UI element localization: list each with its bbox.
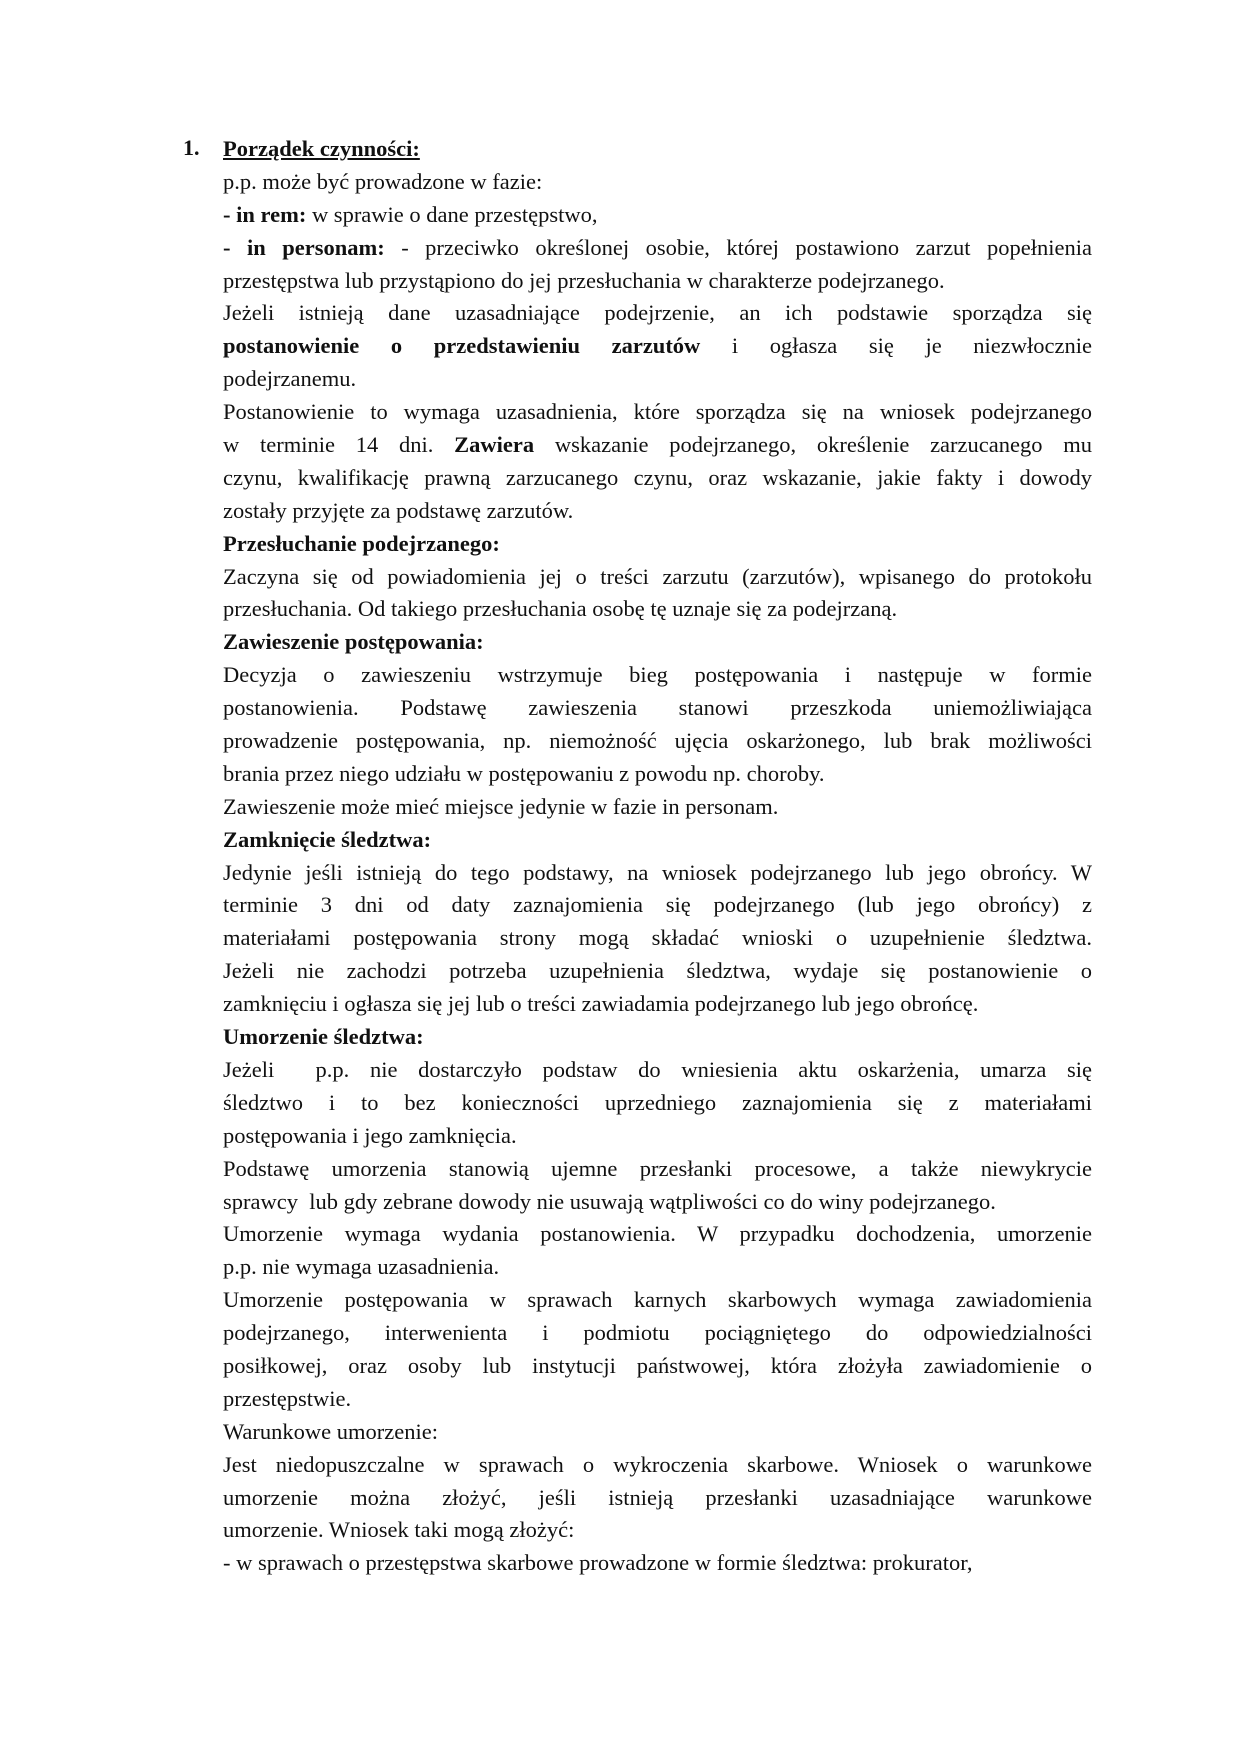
document-body: [223, 133, 1092, 1580]
text-line: [223, 758, 1092, 791]
text-line: [223, 429, 1092, 462]
text: p.p. nie wymaga uzasadnienia.: [223, 1254, 500, 1280]
text-line: [223, 1547, 1092, 1580]
text: zamknięciu i ogłasza się jej lub o treści zawiadamia podejrzanego lub jego obrońcę.: [223, 991, 979, 1017]
text-line: [223, 1482, 1092, 1515]
text: zostały przyjęte za podstawę zarzutów.: [223, 497, 574, 523]
text: przestępstwie.: [223, 1385, 352, 1411]
text-line: [223, 1087, 1092, 1120]
text: p.p. może być prowadzone w fazie:: [223, 168, 543, 194]
text: prowadzenie postępowania, np. niemożność ujęcia oskarżonego, lub brak możliwości: [223, 728, 1092, 754]
text-line: [223, 988, 1092, 1021]
bold-text: Umorzenie śledztwa:: [223, 1024, 424, 1050]
text: postępowania i jego zamknięcia.: [223, 1122, 517, 1148]
text: przesłuchania. Od takiego przesłuchania osobę tę uznaje się za podejrzaną.: [223, 596, 898, 622]
text-line: [223, 1153, 1092, 1186]
text-line: [223, 1350, 1092, 1383]
text-line: [223, 561, 1092, 594]
text: Jest niedopuszczalne w sprawach o wykroczenia skarbowe. Wniosek o warunkowe: [223, 1451, 1092, 1477]
text: wskazanie podejrzanego, określenie zarzucanego mu: [534, 432, 1092, 458]
text-line: [223, 232, 1092, 265]
text-line: [223, 791, 1092, 824]
text: Jedynie jeśli istnieją do tego podstawy, na wniosek podejrzanego lub jego obrońcy. W: [223, 859, 1092, 885]
text: Umorzenie wymaga wydania postanowienia. W przypadku dochodzenia, umorzenie: [223, 1221, 1092, 1247]
text: przestępstwa lub przystąpiono do jej przesłuchania w charakterze podejrzanego.: [223, 267, 945, 293]
bold-text: Zawieszenie postępowania:: [223, 629, 484, 655]
text-line: [223, 1317, 1092, 1350]
text: brania przez niego udziału w postępowaniu z powodu np. choroby.: [223, 760, 825, 786]
text: umorzenie można złożyć, jeśli istnieją przesłanki uzasadniające warunkowe: [223, 1484, 1092, 1510]
text: śledztwo i to bez konieczności uprzedniego zaznajomienia się z materiałami: [223, 1089, 1092, 1115]
text-line: [223, 1218, 1092, 1251]
text-line: [223, 626, 1092, 659]
text: Postanowienie to wymaga uzasadnienia, które sporządza się na wniosek podejrzanego: [223, 399, 1092, 425]
text-line: [223, 462, 1092, 495]
text-line: [223, 692, 1092, 725]
text-line: [223, 1416, 1092, 1449]
text: czynu, kwalifikację prawną zarzucanego czynu, oraz wskazanie, jakie fakty i dowody: [223, 464, 1092, 490]
text: materiałami postępowania strony mogą składać wnioski o uzupełnienie śledztwa.: [223, 925, 1092, 951]
section-heading: [223, 133, 1092, 166]
text: Zaczyna się od powiadomienia jej o treści zarzutu (zarzutów), wpisanego do protokołu: [223, 563, 1092, 589]
text-line: [223, 363, 1092, 396]
text-line: [223, 1251, 1092, 1284]
text-line: [223, 495, 1092, 528]
text: postanowienia. Podstawę zawieszenia stanowi przeszkoda uniemożliwiająca: [223, 695, 1092, 721]
text-line: [223, 857, 1092, 890]
text-line: [223, 166, 1092, 199]
text: Decyzja o zawieszeniu wstrzymuje bieg postępowania i następuje w formie: [223, 662, 1092, 688]
text-line: [223, 199, 1092, 232]
text: - w sprawach o przestępstwa skarbowe prowadzone w formie śledztwa: prokurator,: [223, 1550, 973, 1576]
bold-text: Zawiera: [454, 432, 535, 458]
text-line: [223, 922, 1092, 955]
text-line: [223, 265, 1092, 298]
bold-text: Zamknięcie śledztwa:: [223, 826, 432, 852]
text: Zawieszenie może mieć miejsce jedynie w fazie in personam.: [223, 793, 779, 819]
bold-text: - in rem:: [223, 201, 307, 227]
text: terminie 3 dni od daty zaznajomienia się podejrzanego (lub jego obrońcy) z: [223, 892, 1092, 918]
text-line: [223, 659, 1092, 692]
text-line: [223, 1120, 1092, 1153]
text-line: [223, 593, 1092, 626]
text-line: [223, 824, 1092, 857]
text: Jeżeli p.p. nie dostarczyło podstaw do wniesienia aktu oskarżenia, umarza się: [223, 1056, 1092, 1082]
text: Umorzenie postępowania w sprawach karnych skarbowych wymaga zawiadomienia: [223, 1287, 1092, 1313]
text: Jeżeli nie zachodzi potrzeba uzupełnienia śledztwa, wydaje się postanowienie o: [223, 958, 1092, 984]
bold-text: - in personam:: [223, 234, 385, 260]
text: w sprawie o dane przestępstwo,: [306, 201, 598, 227]
text: Warunkowe umorzenie:: [223, 1418, 438, 1444]
text: umorzenie. Wniosek taki mogą złożyć:: [223, 1517, 575, 1543]
text-line: [223, 330, 1092, 363]
text: posiłkowej, oraz osoby lub instytucji państwowej, która złożyła zawiadomienie o: [223, 1352, 1092, 1378]
bold-text: Porządek czynności:: [223, 136, 420, 161]
text-line: [223, 955, 1092, 988]
text-line: [223, 297, 1092, 330]
text: sprawcy lub gdy zebrane dowody nie usuwają wątpliwości co do winy podejrzanego.: [223, 1188, 996, 1214]
bold-text: Przesłuchanie podejrzanego:: [223, 530, 500, 556]
text-line: [223, 1514, 1092, 1547]
text-line: [223, 396, 1092, 429]
text-line: [223, 1383, 1092, 1416]
text: - przeciwko określonej osobie, której postawiono zarzut popełnienia: [384, 234, 1092, 260]
text: i ogłasza się je niezwłocznie: [700, 333, 1092, 359]
text: podejrzanego, interwenienta i podmiotu pociągniętego do odpowiedzialności: [223, 1320, 1092, 1346]
text-line: [223, 725, 1092, 758]
text: Jeżeli istnieją dane uzasadniające podejrzenie, an ich podstawie sporządza się: [223, 300, 1092, 326]
text-line: [223, 889, 1092, 922]
text: podejrzanemu.: [223, 366, 357, 392]
list-number: 1.: [183, 135, 200, 160]
text-line: [223, 1449, 1092, 1482]
text-line: [223, 1186, 1092, 1219]
text: w terminie 14 dni.: [223, 432, 455, 458]
text-line: [223, 1284, 1092, 1317]
bold-text: postanowienie o przedstawieniu zarzutów: [223, 333, 701, 359]
text-line: [223, 1054, 1092, 1087]
text-line: [223, 1021, 1092, 1054]
text-line: [223, 528, 1092, 561]
text: Podstawę umorzenia stanowią ujemne przesłanki procesowe, a także niewykrycie: [223, 1155, 1092, 1181]
